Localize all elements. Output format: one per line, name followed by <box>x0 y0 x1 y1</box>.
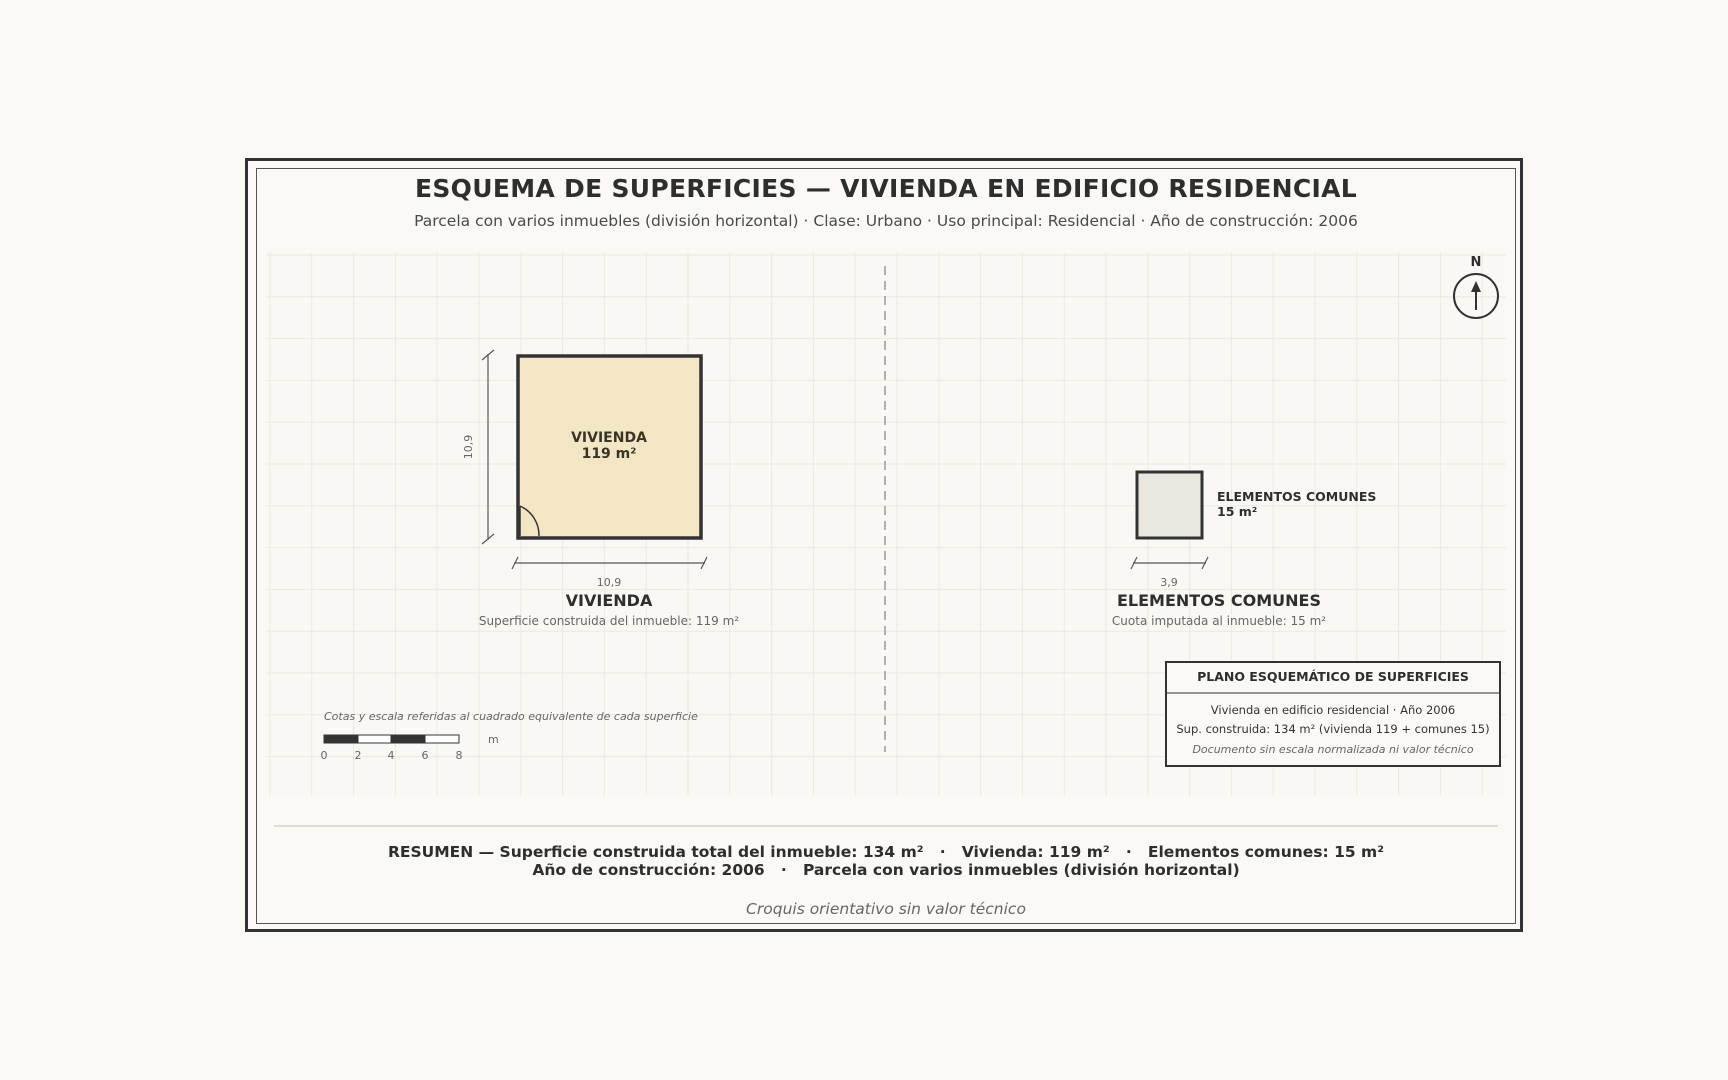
summary-line-1: RESUMEN — Superficie construida total del inmueble: 134 m² · Vivienda: 119 m² · Elementos comunes: 15 m² <box>387 843 1384 861</box>
legend-line-3: Documento sin escala normalizada ni valor técnico <box>1192 743 1474 756</box>
comunes-caption-text: Cuota imputada al inmueble: 15 m² <box>1111 614 1327 628</box>
comunes-block-title: ELEMENTOS COMUNES <box>1217 489 1377 504</box>
scale-unit: m <box>488 733 499 746</box>
scale-bar <box>324 735 459 743</box>
vivienda-caption-title: VIVIENDA <box>565 591 653 610</box>
vivienda-height-label: 10,9 <box>462 434 475 460</box>
scale-tick-4: 4 <box>387 749 395 762</box>
legend-title: PLANO ESQUEMÁTICO DE SUPERFICIES <box>1197 669 1469 684</box>
scale-tick-0: 0 <box>320 749 328 762</box>
vivienda-caption-text: Superficie construida del inmueble: 119 m² <box>478 614 740 628</box>
scale-tick-8: 8 <box>455 749 463 762</box>
comunes-caption-title: ELEMENTOS COMUNES <box>1116 591 1322 610</box>
legend-line-2: Sup. construida: 134 m² (vivienda 119 + comunes 15) <box>1176 722 1490 736</box>
legend-box <box>1166 662 1500 766</box>
summary-line-2: Año de construcción: 2006 · Parcela con varios inmuebles (división horizontal) <box>532 861 1240 879</box>
scale-tick-6: 6 <box>421 749 429 762</box>
summary <box>256 843 1516 879</box>
vivienda-width-label: 10,9 <box>596 576 622 589</box>
comunes-square <box>1137 472 1202 538</box>
scale-note: Cotas y escala referidas al cuadrado equivalente de cada superficie <box>324 710 698 723</box>
compass-label: N <box>1470 255 1482 270</box>
vivienda-block-area: 119 m² <box>581 446 637 462</box>
vivienda-block <box>518 356 701 538</box>
legend-line-1: Vivienda en edificio residencial · Año 2006 <box>1210 703 1456 717</box>
vivienda-block-title: VIVIENDA <box>571 430 647 446</box>
footnote: Croquis orientativo sin valor técnico <box>746 900 1026 918</box>
page-subtitle: Parcela con varios inmuebles (división horizontal) · Clase: Urbano · Uso principal: Residencial · Año de construcción: 2006 <box>414 212 1358 230</box>
comunes-width-label: 3,9 <box>1160 576 1178 589</box>
page-title: ESQUEMA DE SUPERFICIES — VIVIENDA EN EDIFICIO RESIDENCIAL <box>415 174 1357 203</box>
scale-tick-2: 2 <box>354 749 362 762</box>
comunes-block-area: 15 m² <box>1217 504 1258 519</box>
